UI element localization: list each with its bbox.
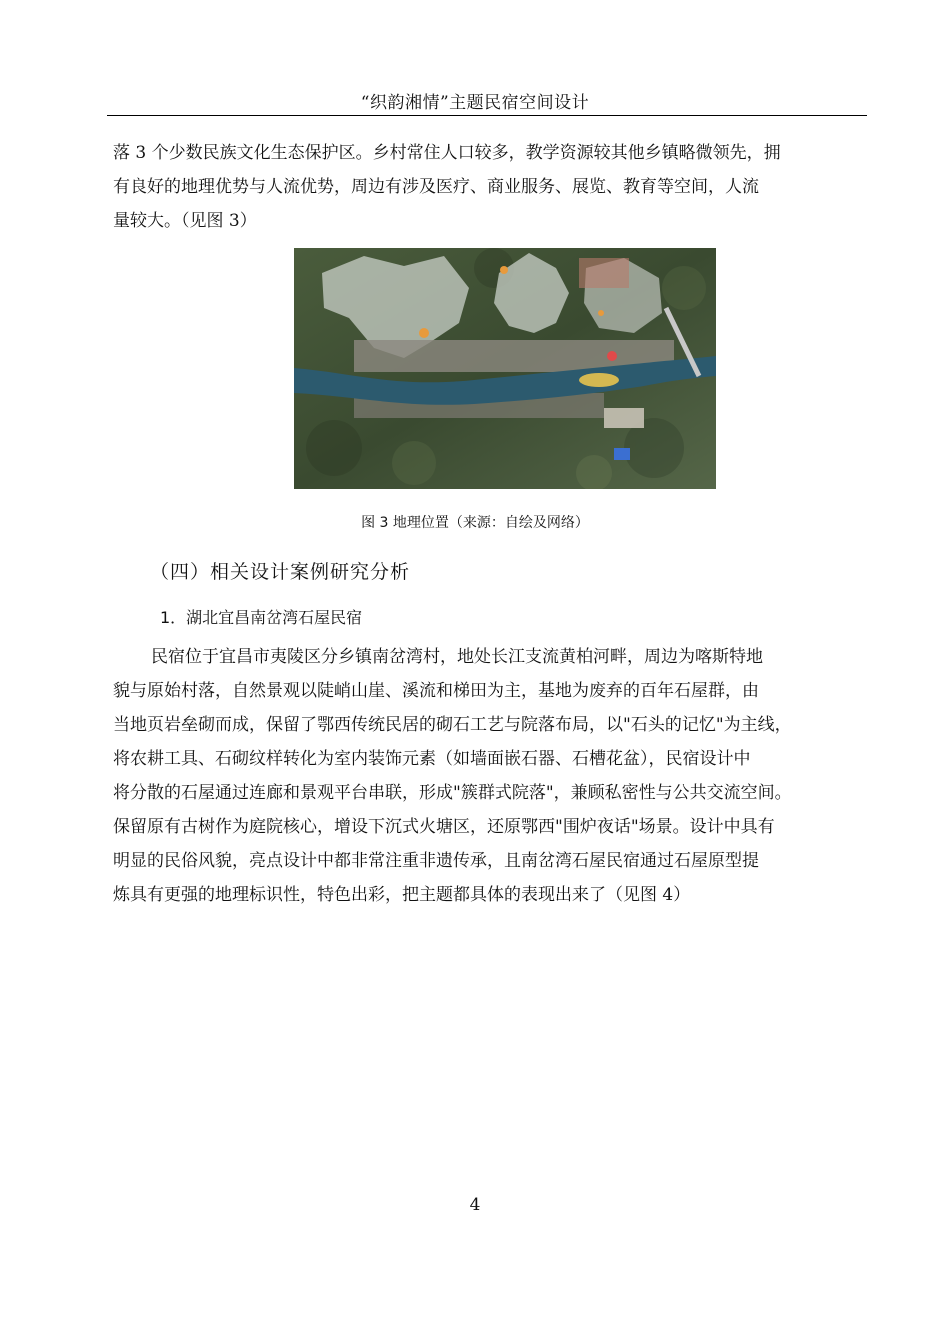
orange-marker xyxy=(598,310,604,316)
case-line: 明显的民俗风貌，亮点设计中都非常注重非遗传承，且南岔湾石屋民宿通过石屋原型提 xyxy=(113,851,759,871)
red-marker xyxy=(607,351,617,361)
figure-caption: 图 3 地理位置（来源：自绘及网络） xyxy=(361,515,589,531)
yellow-area xyxy=(579,373,619,387)
intro-line: 量较大。（见图 3） xyxy=(113,211,257,231)
header-rule xyxy=(107,115,867,116)
case-line: 貌与原始村落，自然景观以陡峭山崖、溪流和梯田为主，基地为废弃的百年石屋群，由 xyxy=(113,681,759,701)
blue-marker xyxy=(614,448,630,460)
intro-line: 落 3 个少数民族文化生态保护区。乡村常住人口较多，教学资源较其他乡镇略微领先，拥 xyxy=(113,143,781,163)
building-block xyxy=(604,408,644,428)
running-header: “织韵湘情”主题民宿空间设计 xyxy=(360,93,590,113)
orange-marker xyxy=(419,328,429,338)
satellite-map-image xyxy=(294,248,716,489)
case-line: 当地页岩垒砌而成，保留了鄂西传统民居的砌石工艺与院落布局，以"石头的记忆"为主线， xyxy=(113,715,792,735)
subsection-heading: 1．湖北宜昌南岔湾石屋民宿 xyxy=(160,608,363,627)
intro-paragraph xyxy=(113,136,873,238)
case-line: 将分散的石屋通过连廊和景观平台串联，形成"簇群式院落"，兼顾私密性与公共交流空间。 xyxy=(113,783,792,803)
building-block xyxy=(579,258,629,288)
section-heading: （四）相关设计案例研究分析 xyxy=(150,561,411,583)
orange-marker xyxy=(500,266,508,274)
intro-line: 有良好的地理优势与人流优势，周边有涉及医疗、商业服务、展览、教育等空间，人流 xyxy=(113,177,759,197)
case-line: 民宿位于宜昌市夷陵区分乡镇南岔湾村，地处长江支流黄柏河畔，周边为喀斯特地 xyxy=(151,647,763,667)
case-line: 将农耕工具、石砌纹样转化为室内装饰元素（如墙面嵌石器、石槽花盆），民宿设计中 xyxy=(113,749,751,769)
case-paragraph xyxy=(113,640,873,912)
case-line: 炼具有更强的地理标识性，特色出彩，把主题都具体的表现出来了（见图 4） xyxy=(113,885,691,905)
case-line: 保留原有古树作为庭院核心，增设下沉式火塘区，还原鄂西"围炉夜话"场景。设计中具有 xyxy=(113,817,775,837)
satellite-map-figure xyxy=(294,248,716,489)
page-number: 4 xyxy=(469,1195,481,1215)
